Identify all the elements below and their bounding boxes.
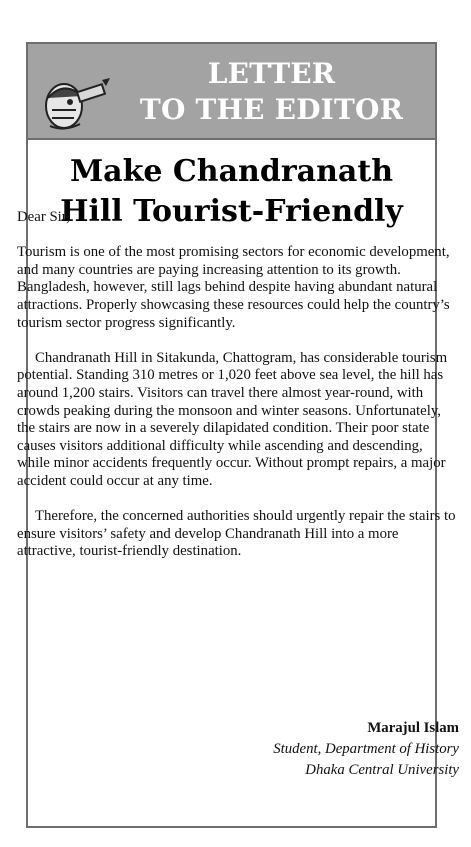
- salutation: Dear Sir,: [17, 209, 70, 225]
- banner-title: [116, 56, 427, 128]
- signature-name: Marajul Islam: [367, 720, 459, 736]
- section-banner: [28, 44, 435, 140]
- body-paragraph-1: Tourism is one of the most promising sectors for economic development, and many countries are paying increasing attention to its growth. Bangladesh, however, still lags behind despite having abundant natural attractions. Properly showcasing these resources could help the country’s tourism sector progress significantly.: [17, 244, 450, 331]
- body-paragraph-2: Chandranath Hill in Sitakunda, Chattogram, has considerable tourism potential. Standing 310 metres or 1,020 feet above sea level, the hill has around 1,200 stairs. Visitors can travel there almost year-round, with crowds peaking during the monsoon and winter seasons. Unfortunately, the stairs are now in a severely dilapidated condition. Their poor state causes visitors additional difficulty while ascending and descending, while minor accidents frequently occur. Without prompt repairs, a major accident could occur at any time.: [17, 349, 448, 489]
- banner-title-line2: TO THE EDITOR: [139, 93, 404, 126]
- letter-body: [17, 209, 459, 578]
- signature-block: [273, 718, 459, 781]
- headline-line1: Make Chandranath: [69, 154, 394, 189]
- pen-head-mascot-icon: [40, 66, 110, 132]
- signature-institution: Dhaka Central University: [305, 762, 459, 778]
- signature-role: Student, Department of History: [273, 741, 459, 757]
- body-paragraph-3: Therefore, the concerned authorities should urgently repair the stairs to ensure visitors’ safety and develop Chandranath Hill into a more attractive, tourist-friendly destination.: [17, 508, 456, 560]
- headline-line2: Hill Tourist-Friendly: [60, 194, 403, 229]
- banner-title-line1: LETTER: [207, 57, 336, 90]
